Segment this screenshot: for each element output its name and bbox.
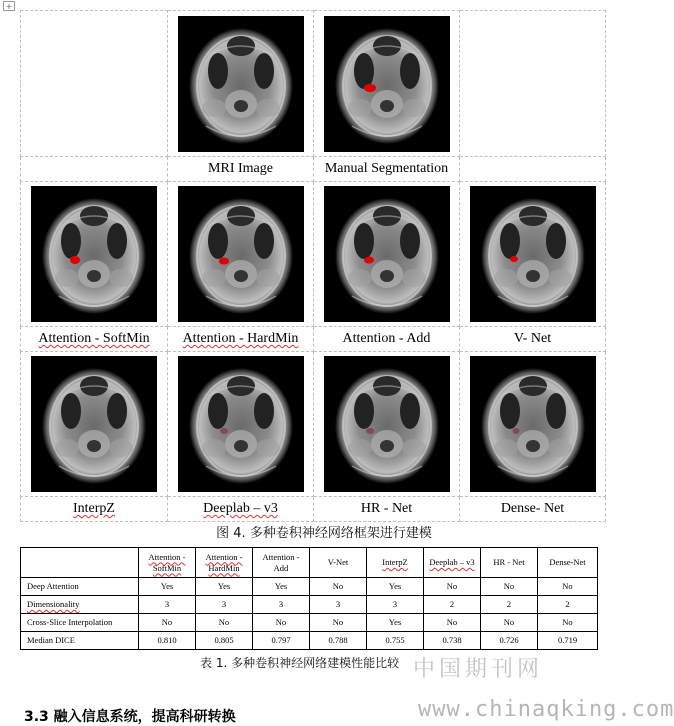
table-cell: 2 bbox=[424, 596, 481, 614]
table-cell: Yes bbox=[139, 578, 196, 596]
table-cell: Yes bbox=[253, 578, 310, 596]
hr-net-scan bbox=[324, 356, 450, 492]
table-cell: Yes bbox=[367, 578, 424, 596]
table-row bbox=[21, 578, 598, 596]
table-cell: 3 bbox=[253, 596, 310, 614]
figure-caption-cell: Attention - SoftMin bbox=[21, 327, 168, 352]
dense-net-scan bbox=[470, 356, 596, 492]
figure-caption-cell bbox=[21, 157, 168, 182]
table-anchor-icon[interactable]: + bbox=[3, 1, 15, 11]
table-cell: 0.797 bbox=[253, 632, 310, 650]
manual-segmentation-scan bbox=[324, 16, 450, 152]
row-label: Dimensionality bbox=[21, 596, 139, 614]
deeplab-v3-scan bbox=[178, 356, 304, 492]
section-heading: 3.3 融入信息系统，提高科研转换 bbox=[24, 709, 236, 725]
table-caption: 表 1. 多种卷积神经网络建模性能比较 bbox=[200, 656, 400, 670]
table-cell: No bbox=[139, 614, 196, 632]
figure-caption-cell: Manual Segmentation bbox=[314, 157, 460, 182]
table-cell: No bbox=[310, 578, 367, 596]
table-row bbox=[21, 614, 598, 632]
figure-caption-cell: Dense- Net bbox=[460, 497, 606, 522]
mri-image-scan bbox=[178, 16, 304, 152]
figure-caption-cell: HR - Net bbox=[314, 497, 460, 522]
table-cell: 0.810 bbox=[139, 632, 196, 650]
table-header-cell: V-Net bbox=[310, 548, 367, 578]
table-cell: No bbox=[481, 578, 538, 596]
table-header-cell: Attention - SoftMin bbox=[139, 548, 196, 578]
table-cell: 3 bbox=[367, 596, 424, 614]
table-cell: 0.719 bbox=[538, 632, 598, 650]
table-cell: No bbox=[310, 614, 367, 632]
figure-caption-cell: Attention - Add bbox=[314, 327, 460, 352]
performance-table bbox=[20, 547, 598, 650]
table-cell: 0.738 bbox=[424, 632, 481, 650]
figure-caption-cell: V- Net bbox=[460, 327, 606, 352]
table-cell: 0.805 bbox=[196, 632, 253, 650]
figure-caption: 图 4. 多种卷积神经网络框架进行建模 bbox=[216, 526, 432, 541]
table-cell: Yes bbox=[367, 614, 424, 632]
table-cell: No bbox=[424, 614, 481, 632]
watermark-cn: 中国期刊网 bbox=[413, 657, 544, 682]
figure-grid bbox=[20, 10, 606, 522]
watermark-url: www.chinaqking.com bbox=[418, 697, 674, 722]
table-header-cell: Deeplab – v3 bbox=[424, 548, 481, 578]
table-cell: 3 bbox=[196, 596, 253, 614]
table-cell: 0.726 bbox=[481, 632, 538, 650]
table-row bbox=[21, 596, 598, 614]
table-header-cell: Attention - HardMin bbox=[196, 548, 253, 578]
figure-caption-cell bbox=[460, 157, 606, 182]
table-header-cell: InterpZ bbox=[367, 548, 424, 578]
row-label: Cross-Slice Interpolation bbox=[21, 614, 139, 632]
table-cell: No bbox=[253, 614, 310, 632]
table-cell: 0.788 bbox=[310, 632, 367, 650]
attention-softmin-scan bbox=[31, 186, 157, 322]
figure-caption-cell: InterpZ bbox=[21, 497, 168, 522]
table-header-cell: Dense-Net bbox=[538, 548, 598, 578]
row-label: Deep Attention bbox=[21, 578, 139, 596]
table-cell: No bbox=[538, 614, 598, 632]
figure-caption-cell: Deeplab – v3 bbox=[168, 497, 314, 522]
table-cell: 2 bbox=[538, 596, 598, 614]
figure-caption-cell: Attention - HardMin bbox=[168, 327, 314, 352]
figure-caption-cell: MRI Image bbox=[168, 157, 314, 182]
table-cell: No bbox=[538, 578, 598, 596]
interpz-scan bbox=[31, 356, 157, 492]
table-cell: Yes bbox=[196, 578, 253, 596]
table-cell: 3 bbox=[310, 596, 367, 614]
table-cell: No bbox=[424, 578, 481, 596]
table-cell: No bbox=[196, 614, 253, 632]
table-cell: No bbox=[481, 614, 538, 632]
empty-cell bbox=[460, 11, 606, 157]
v-net-scan bbox=[470, 186, 596, 322]
attention-hardmin-scan bbox=[178, 186, 304, 322]
table-cell: 0.755 bbox=[367, 632, 424, 650]
table-header-cell: Attention - Add bbox=[253, 548, 310, 578]
table-header-cell bbox=[21, 548, 139, 578]
attention-add-scan bbox=[324, 186, 450, 322]
row-label: Median DICE bbox=[21, 632, 139, 650]
table-row bbox=[21, 632, 598, 650]
table-cell: 2 bbox=[481, 596, 538, 614]
table-header-cell: HR - Net bbox=[481, 548, 538, 578]
empty-cell bbox=[21, 11, 168, 157]
table-cell: 3 bbox=[139, 596, 196, 614]
